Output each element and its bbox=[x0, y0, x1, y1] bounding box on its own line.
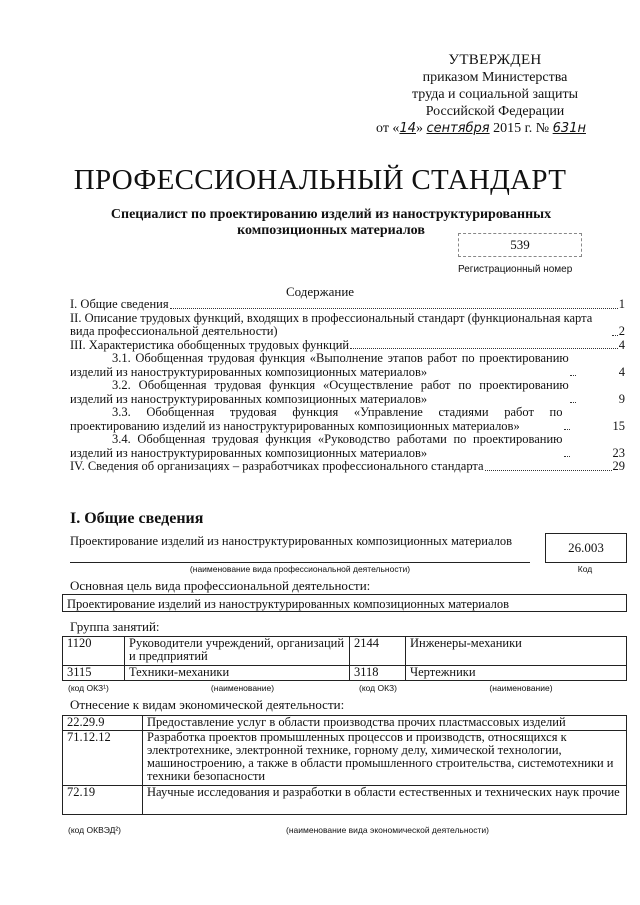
goal-value: Проектирование изделий из наноструктурированных композиционных материалов bbox=[62, 594, 627, 612]
okz-name-cell: Инженеры-механики bbox=[406, 637, 627, 666]
okz-name-cell: Чертежники bbox=[406, 666, 627, 681]
toc-entry[interactable]: 3.1. Обобщенная трудовая функция «Выполнение этапов работ по проектированию изделий из наноструктурированных композиционных материалов» 4 bbox=[70, 351, 625, 379]
approval-line: труда и социальной защиты bbox=[412, 87, 578, 102]
okved-captions bbox=[62, 825, 627, 835]
okved-name-cell: Научные исследования и разработки в области естественных и технических наук прочие bbox=[143, 786, 627, 815]
document-subtitle: Специалист по проектированию изделий из наноструктурированных композиционных материалов bbox=[110, 207, 552, 238]
occupation-group-table bbox=[62, 636, 627, 681]
okved-name-cell: Разработка проектов промышленных процессов и производств, относящихся к электротехнике, электронной технике, горному делу, химической технологии, машиностроению, а также в области промышленного строительства, системотехники и техники безопасности bbox=[143, 731, 627, 786]
section-heading: I. Общие сведения bbox=[70, 510, 204, 527]
registration-number-label: Регистрационный номер bbox=[458, 264, 573, 275]
approval-heading: УТВЕРЖДЕН bbox=[448, 52, 542, 68]
caption: (код ОКЗ) bbox=[359, 683, 397, 693]
toc-entry[interactable]: II. Описание трудовых функций, входящих в профессиональный стандарт (функциональная карта вида профессиональной деятельности) 2 bbox=[70, 310, 625, 338]
date-prefix: от « bbox=[376, 121, 400, 136]
table-of-contents bbox=[70, 298, 625, 474]
caption: (наименование) bbox=[489, 683, 553, 693]
activity-code-caption: Код bbox=[577, 564, 593, 574]
date-mid: » bbox=[415, 121, 423, 136]
okz-name-cell: Техники-механики bbox=[125, 666, 350, 681]
document-title: ПРОФЕССИОНАЛЬНЫЙ СТАНДАРТ bbox=[73, 164, 567, 196]
approval-block bbox=[370, 52, 620, 137]
table-row bbox=[63, 731, 627, 786]
okz-name-cell: Руководители учреждений, организаций и предприятий bbox=[125, 637, 350, 666]
caption: (наименование вида экономической деятельности) bbox=[286, 825, 489, 835]
toc-entry[interactable]: III. Характеристика обобщенных трудовых функций 4 bbox=[70, 337, 625, 352]
okved-table bbox=[62, 715, 627, 815]
okz-code-cell: 3118 bbox=[350, 666, 406, 681]
okved-code-cell: 22.29.9 bbox=[63, 716, 143, 731]
okved-label: Отнесение к видам экономической деятельности: bbox=[70, 697, 345, 712]
activity-name-caption: (наименование вида профессиональной деятельности) bbox=[189, 564, 411, 574]
table-row bbox=[63, 637, 627, 666]
okz-code-cell: 1120 bbox=[63, 637, 125, 666]
toc-entry[interactable]: 3.4. Обобщенная трудовая функция «Руководство работами по проектированию изделий из наноструктурированных композиционных материалов» 23 bbox=[70, 432, 625, 460]
toc-entry[interactable]: 3.2. Обобщенная трудовая функция «Осуществление работ по проектированию изделий из наноструктурированных композиционных материалов» 9 bbox=[70, 378, 625, 406]
activity-code: 26.003 bbox=[545, 533, 627, 563]
okved-code-cell: 71.12.12 bbox=[63, 731, 143, 786]
caption: (код ОКЗ¹) bbox=[68, 683, 109, 693]
table-row bbox=[63, 786, 627, 815]
okved-code-cell: 72.19 bbox=[63, 786, 143, 815]
occupation-group-label: Группа занятий: bbox=[70, 619, 160, 634]
caption: (наименование) bbox=[210, 683, 275, 693]
goal-label: Основная цель вида профессиональной деятельности: bbox=[70, 578, 371, 593]
toc-entry[interactable]: 3.3. Обобщенная трудовая функция «Управление стадиями работ по проектированию изделий из наноструктурированных композиционных материалов» 15 bbox=[70, 405, 625, 433]
registration-number-box: 539 bbox=[458, 233, 582, 257]
table-row bbox=[63, 666, 627, 681]
handwritten-day: 14 bbox=[399, 121, 416, 136]
toc-title: Содержание bbox=[285, 284, 355, 299]
handwritten-month: сентября bbox=[426, 121, 490, 136]
okz-code-cell: 2144 bbox=[350, 637, 406, 666]
okved-name-cell: Предоставление услуг в области производства прочих пластмассовых изделий bbox=[143, 716, 627, 731]
approval-date-line bbox=[370, 120, 620, 137]
handwritten-order-number: 631н bbox=[552, 121, 586, 136]
caption: (код ОКВЭД²) bbox=[68, 825, 121, 835]
activity-name: Проектирование изделий из наноструктурированных композиционных материалов bbox=[70, 535, 530, 563]
approval-line: Российской Федерации bbox=[425, 104, 565, 119]
toc-entry[interactable]: I. Общие сведения 1 bbox=[70, 297, 625, 311]
date-year: 2015 г. № bbox=[493, 121, 550, 136]
okz-code-cell: 3115 bbox=[63, 666, 125, 681]
occupation-group-captions bbox=[62, 683, 627, 693]
approval-line: приказом Министерства bbox=[422, 70, 568, 85]
toc-entry[interactable]: IV. Сведения об организациях – разработчиках профессионального стандарта 29 bbox=[70, 459, 625, 473]
table-row bbox=[63, 716, 627, 731]
